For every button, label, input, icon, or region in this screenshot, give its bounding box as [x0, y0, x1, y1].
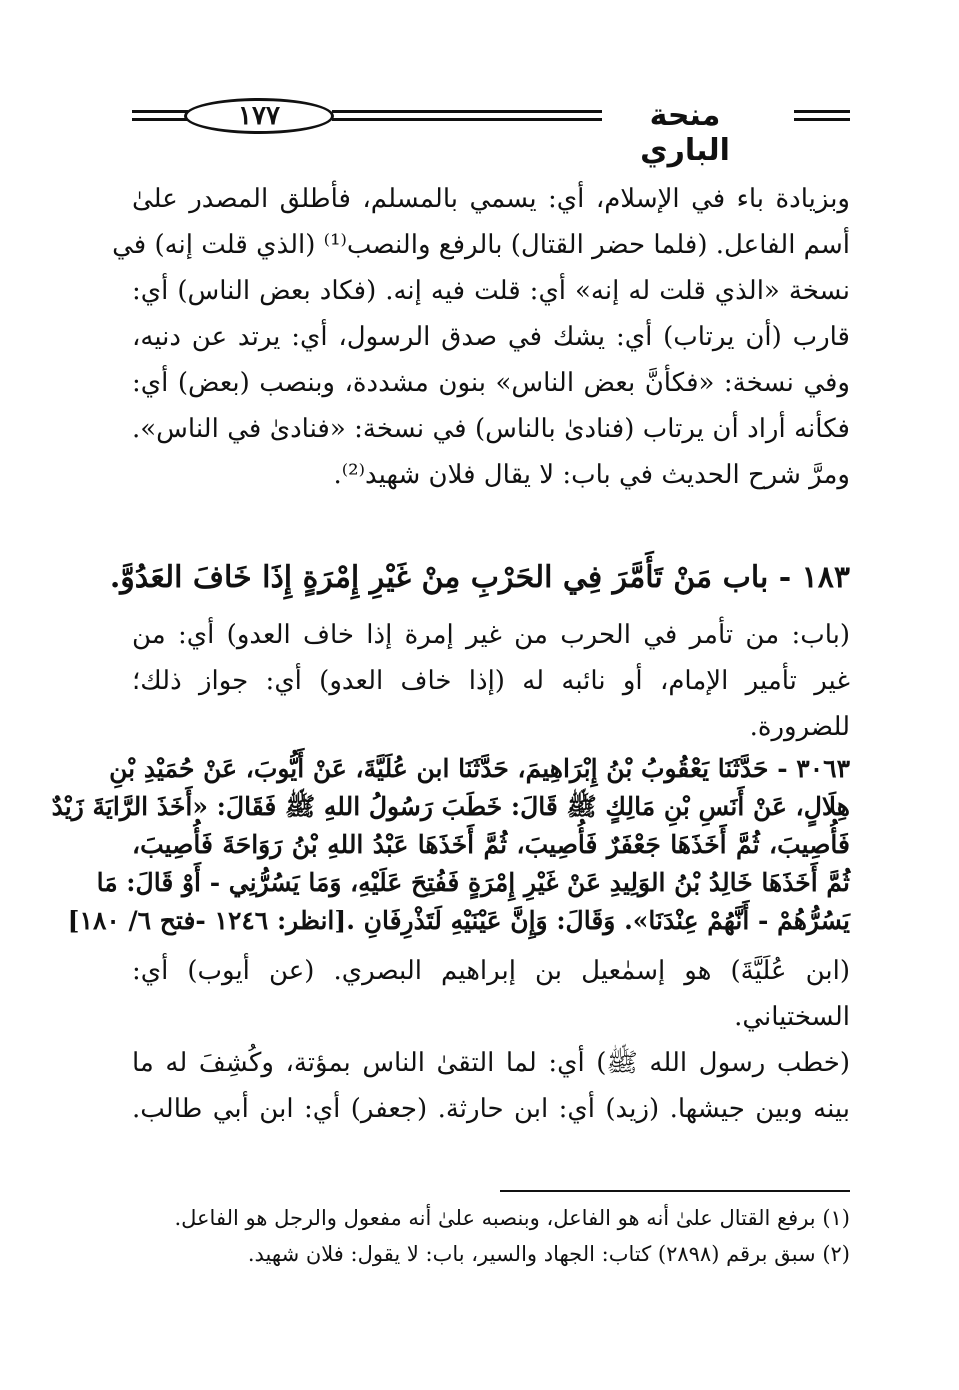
text-line: وبزيادة باء في الإسلام، أي: يسمي بالمسلم، فأطلق المصدر علىٰ — [132, 184, 850, 214]
text-line: غير تأمير الإمام، أو نائبه له (إذا خاف العدو) أي: جواز ذلك؛ — [132, 666, 850, 696]
text-line: (خطب رسول الله ﷺ) أي: لما التقىٰ الناس بمؤتة، وكُشِفَ له ما — [132, 1048, 850, 1078]
header-rule-left — [132, 110, 188, 113]
text-line: (باب: من تأمر في الحرب من غير إمرة إذا خاف العدو) أي: من — [132, 620, 850, 650]
running-title: منحة الباري — [640, 98, 730, 168]
text-line: فكأنه أراد أن يرتاب (فنادىٰ بالناس) في نسخة: «فنادىٰ في الناس». — [132, 414, 850, 444]
hadith-text — [51, 750, 850, 940]
hadith-line: ثُمَّ أَخَذَهَا خَالِدُ بْنُ الوَلِيدِ عَنْ غَيْرِ إِمْرَةٍ فَفُتِحَ عَلَيْهِ، وَمَا يَسُرُّنِي - أَوْ قَالَ: مَا — [96, 868, 850, 897]
text-line: قارب (أن يرتاب) أي: يشك في صدق الرسول، أي: يرتد عن دنيه، — [132, 322, 850, 352]
footnotes — [132, 1200, 850, 1272]
hadith-line: يَسُرُّهُمْ - أَنَّهُمْ عِنْدَنَا». وَقَالَ: وَإِنَّ عَيْنَيْهِ لَتَذْرِفَانِ .[انظر: ١٢٤٦ -فتح ٦/ ١٨٠] — [67, 906, 850, 935]
header-rule-right — [794, 118, 850, 121]
text-line: (ابن عُلَيَّةَ) هو إسمٰعيل بن إبراهيم البصري. (عن أيوب) أي: — [132, 956, 850, 986]
hadith-line: هِلَالٍ، عَنْ أَنَسِ بْنِ مَالِكٍ ﷺ قَالَ: خَطَبَ رَسُولُ اللهِ ﷺ فَقَالَ: «أَخَذَ الرَّايَةَ زَيْدٌ — [51, 792, 850, 821]
header-rule-middle — [332, 118, 602, 121]
text-line: أسم الفاعل. (فلما حضر القتال) بالرفع والنصب⁽¹⁾ (الذي قلت إنه) في — [112, 230, 850, 260]
chapter-heading-block — [109, 550, 850, 606]
text-line: ومرَّ شرح الحديث في باب: لا يقال فلان شهيد⁽²⁾. — [333, 460, 850, 490]
header-rule-right — [794, 110, 850, 113]
header-rule-left — [132, 118, 188, 121]
text-line: نسخة «الذي قلت له إنه» أي: قلت فيه إنه. (فكاد بعض الناس) أي: — [132, 276, 850, 306]
header-rule-middle — [332, 110, 602, 113]
footnote: (١) برفع القتال علىٰ أنه هو الفاعل، وبنصبه علىٰ أنه مفعول والرجل هو الفاعل. — [174, 1206, 850, 1230]
footnote: (٢) سبق برقم (٢٨٩٨) كتاب: الجهاد والسير، باب: لا يقول: فلان شهيد. — [247, 1242, 850, 1266]
hadith-line: ٣٠٦٣ - حَدَّثَنَا يَعْقُوبُ بْنُ إِبْرَاهِيمَ، حَدَّثَنَا ابن عُلَيَّةَ، عَنْ أَيُّوبَ، عَنْ حُمَيْدِ بْنِ — [109, 754, 850, 783]
chapter-commentary — [132, 612, 850, 750]
text-line: للضرورة. — [749, 712, 850, 742]
text-line: السختياني. — [734, 1002, 850, 1032]
page-number: ١٧٧ — [238, 101, 280, 131]
chapter-heading: ١٨٣ - باب مَنْ تَأَمَّرَ فِي الحَرْبِ مِنْ غَيْرِ إِمْرَةٍ إِذَا خَافَ العَدُوَّ. — [109, 560, 850, 595]
commentary-bottom — [132, 948, 850, 1132]
page-header — [132, 96, 850, 168]
text-line: بينه وبين جيشها. (زيد) أي: ابن حارثة. (جعفر) أي: ابن أبي طالب. — [132, 1094, 850, 1124]
text-line: وفي نسخة: «فكأنَّ بعض الناس» بنون مشددة، وبنصب (بعض) أي: — [132, 368, 850, 398]
commentary-top — [112, 176, 850, 498]
hadith-line: فَأُصِيبَ، ثُمَّ أَخَذَهَا جَعْفَرٌ فَأُصِيبَ، ثُمَّ أَخَذَهَا عَبْدُ اللهِ بْنُ رَوَاحَةَ فَأُصِيبَ، — [132, 830, 850, 859]
page-number-oval — [184, 98, 334, 134]
footnote-separator — [500, 1190, 850, 1192]
